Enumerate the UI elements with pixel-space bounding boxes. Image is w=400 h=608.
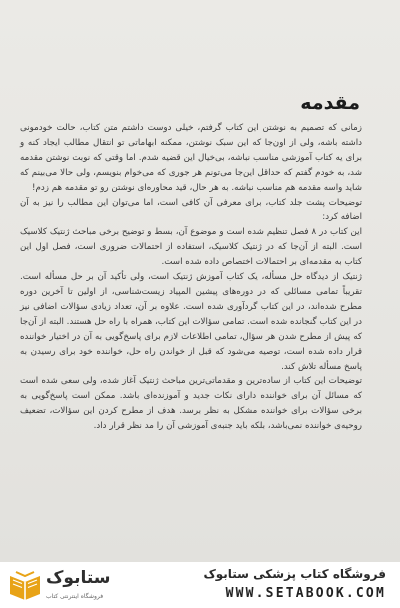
page-title: مقدمه bbox=[300, 92, 360, 114]
store-name: فروشگاه کتاب پزشکی ستابوک bbox=[203, 567, 386, 581]
logo-wordmark: ستابوک bbox=[46, 568, 111, 588]
body-text bbox=[20, 121, 362, 434]
book-logo-icon bbox=[8, 568, 42, 602]
paragraph-4: ژنتیک از دیدگاه حل مسأله، یک کتاب آموزش ژنتیک است، ولی تأکید آن بر حل مسأله است. تقریباً تمامی مسائلی که در دوره‌های پیشین المپیاد زیست‌شناسی، از اولین تا آخرین دوره مطرح شده‌اند، در این کتاب گردآوری شده است. علاوه بر آن، تعداد زیادی سؤالات اضافی نیز در این کتاب گنجانده شده است. تمامی سؤالات این کتاب، همراه با راه حل هستند. البته از آن‌جا که پیش از مطرح شدن هر سؤال، تمامی اطلاعات لازم برای پاسخ‌گویی به آن در اختیار خواننده قرار داده شده است، توصیه می‌شود که قبل از خواندن راه حل، خواننده خود برای رسیدن به پاسخ مسأله تلاش کند. bbox=[20, 272, 362, 372]
logo-tagline: فروشگاه اینترنتی کتاب bbox=[46, 593, 104, 600]
setabook-logo[interactable] bbox=[8, 566, 158, 606]
paragraph-2: توضیحات پشت جلد کتاب، برای معرفی آن کافی است، اما می‌توان این مطالب را نیز به آن اضافه کرد: bbox=[20, 197, 362, 223]
paragraph-3: این کتاب در ۸ فصل تنظیم شده است و موضوع آن، بسط و توضیح برخی مباحث ژنتیک کلاسیک است. البته از آن‌جا که در ژنتیک کلاسیک، استفاده از احتمالات ضروری است، فصل اول این کتاب به مقدمه‌ای بر احتمالات اختصاص داده شده است. bbox=[20, 227, 362, 268]
store-url-link[interactable]: WWW.SETABOOK.COM bbox=[225, 586, 386, 601]
footer-banner bbox=[0, 562, 400, 608]
paragraph-5: توضیحات این کتاب از ساده‌ترین و مقدماتی‌ترین مباحث ژنتیک آغاز شده، ولی سعی شده است که مسائل آن برای خواننده دارای نکات جدید و آموزنده‌ای باشد. ممکن است پاسخ‌گویی به برخی سؤالات برای خواننده مشکل به نظر برسد. هدف از مطرح کردن این سؤالات، تضعیف روحیه‌ی خواننده نمی‌باشد، بلکه باید جنبه‌ی آموزشی آن را مد نظر قرار داد. bbox=[20, 376, 362, 432]
paragraph-1: زمانی که تصمیم به نوشتن این کتاب گرفتم، خیلی دوست داشتم متن کتاب، حالت خودمونی داشته باشه، ولی از اون‌جا که این سبک نوشتن، ممکنه ابهاماتی تو انتقال مطالب ایجاد کنه و برای یه کتاب آموزشی مناسب نباشه، بی‌خیال این قضیه شدم. اما وقتی که نوبت نوشتن مقدمه شد، به خودم گفتم که حداقل این‌جا می‌تونم هر جوری که می‌خوام بنویسم، ولی حالا می‌بینم که شاید واسه مقدمه هم مناسب نباشه. به هر حال، قید محاوره‌ای نوشتن رو تو مقدمه هم زدم! bbox=[20, 123, 362, 193]
